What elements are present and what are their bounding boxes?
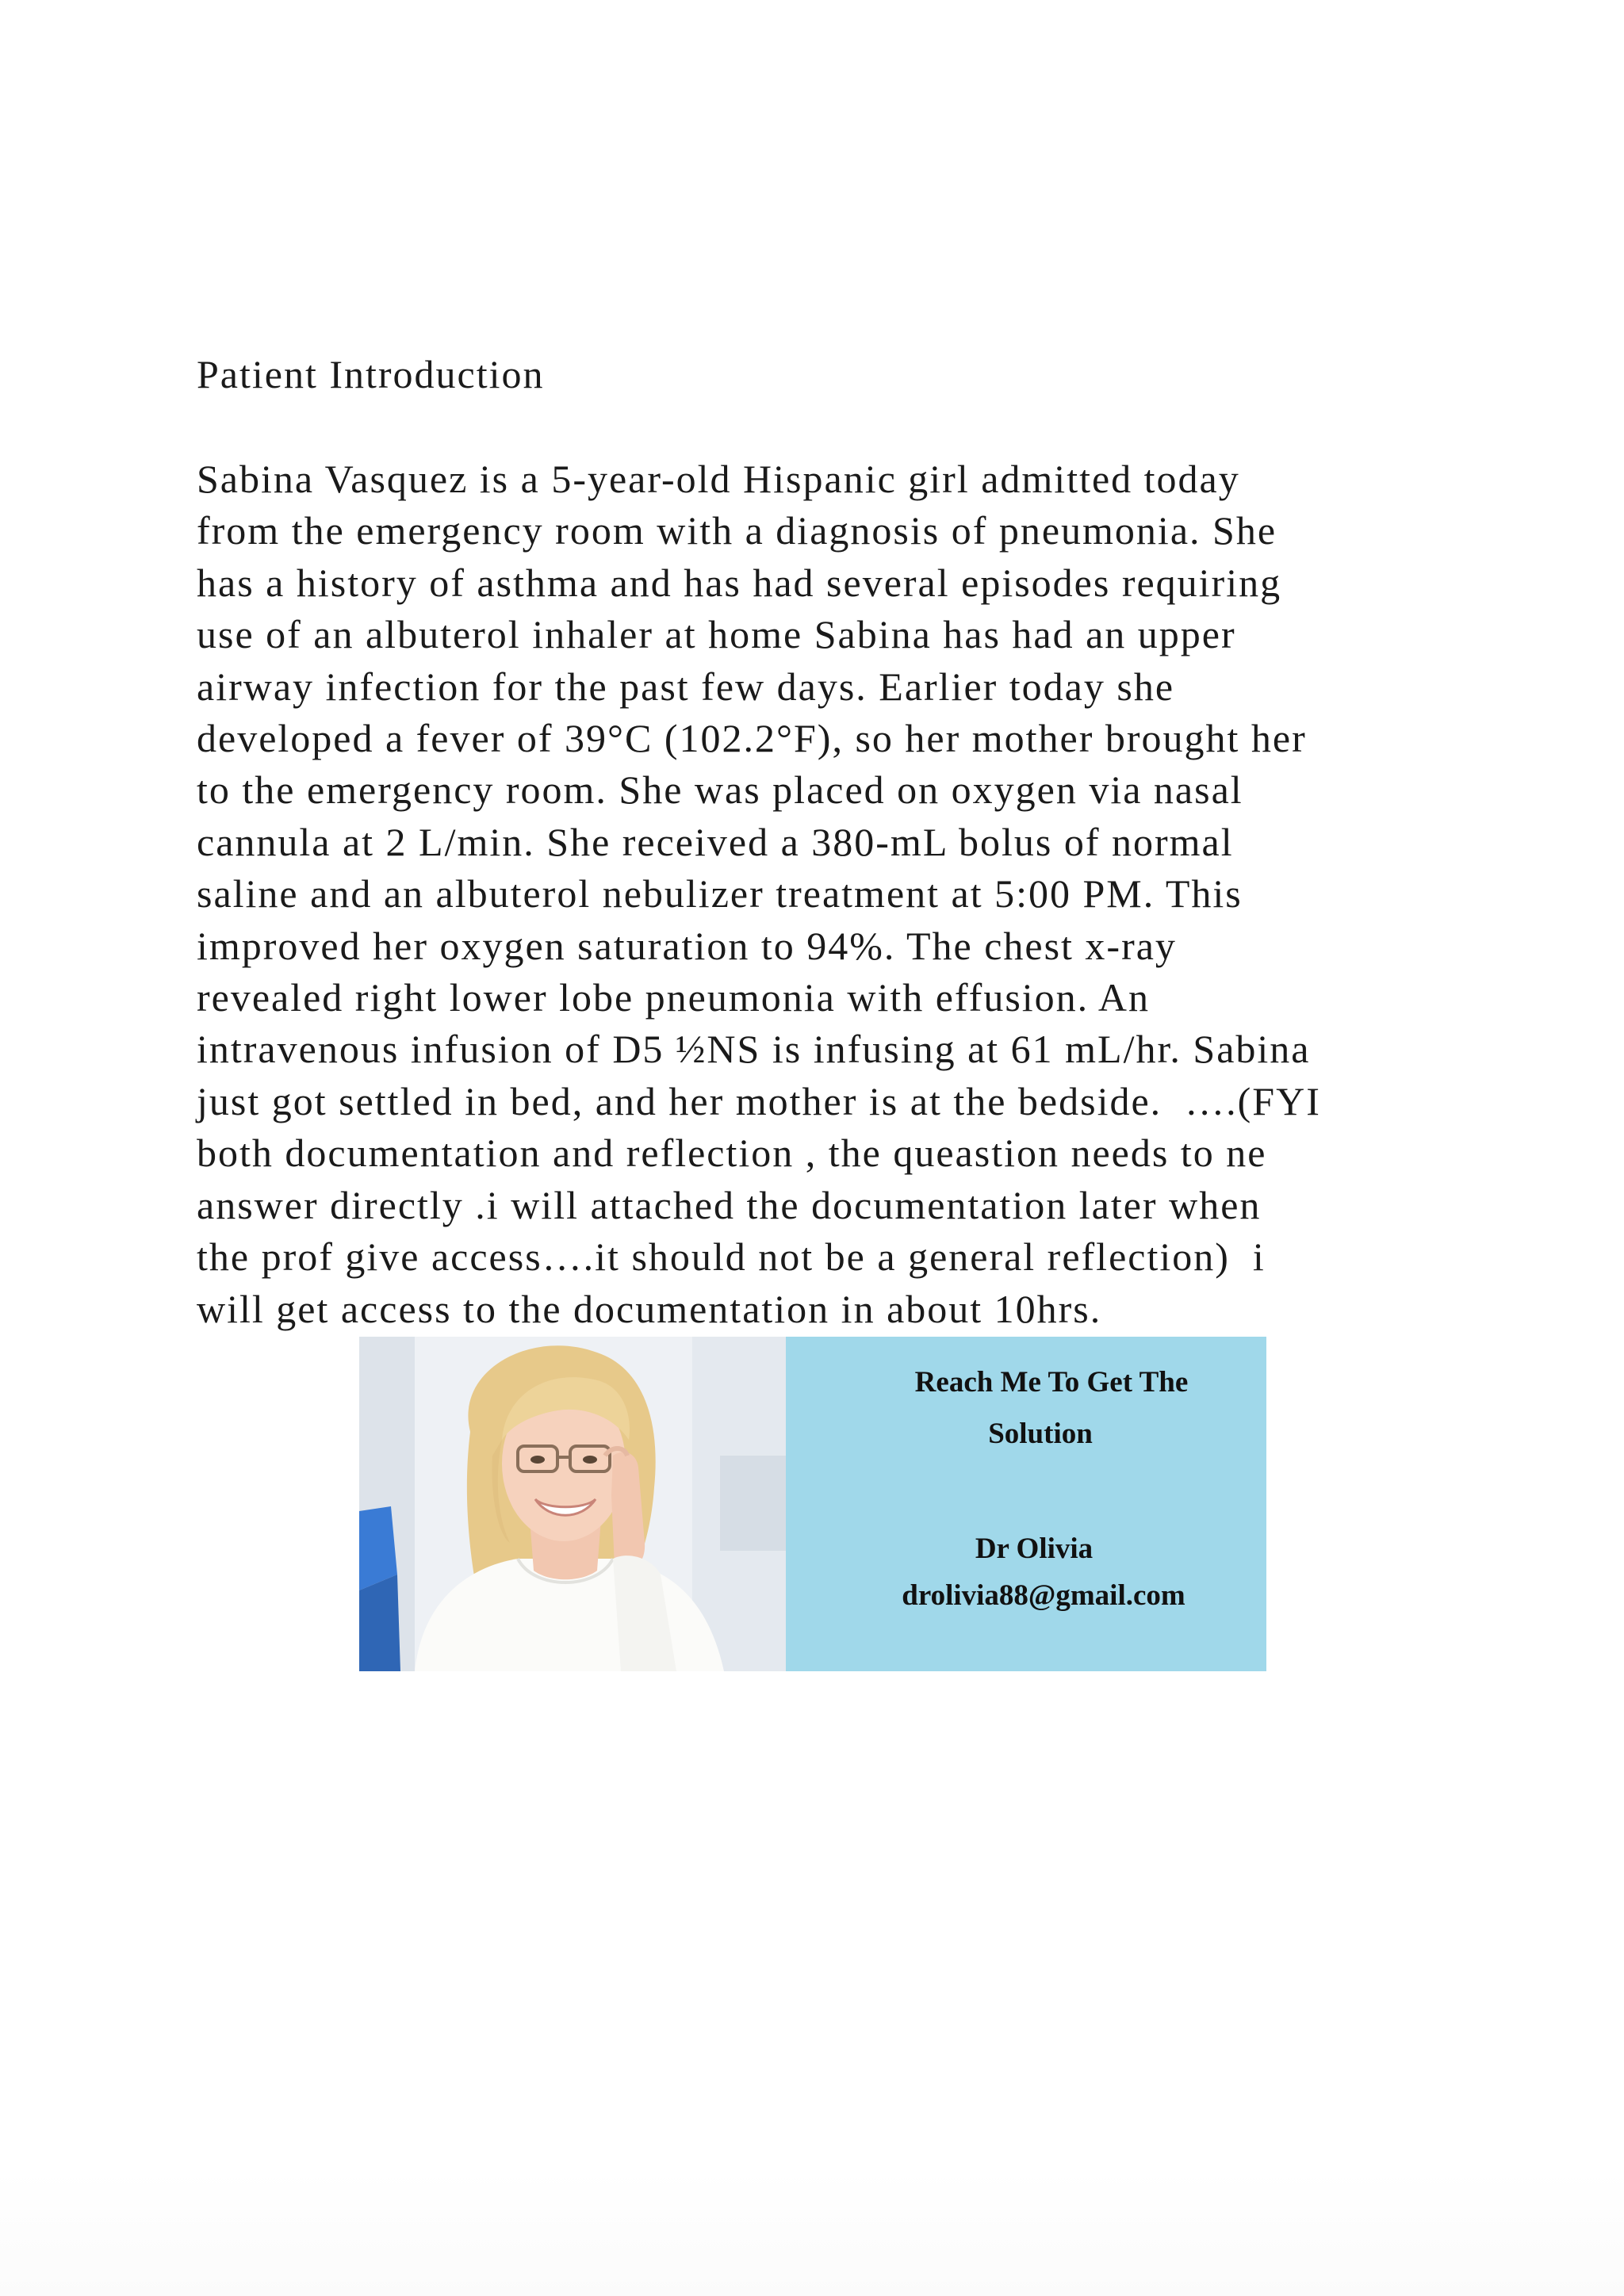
body-line: use of an albuterol inhaler at home Sabina has had an upper [197,612,1236,657]
body-line: both documentation and reflection , the queastion needs to ne [197,1131,1267,1176]
promo-title-line-2: Solution [988,1418,1093,1450]
body-line: the prof give access….it should not be a general reflection) i [197,1234,1266,1280]
body-line: to the emergency room. She was placed on oxygen via nasal [197,767,1243,813]
page-title: Patient Introduction [197,352,545,396]
promo-title-line-1: Reach Me To Get The [914,1366,1189,1399]
contact-card [786,1337,1266,1671]
promo-banner [359,1337,1266,1671]
body-line: just got settled in bed, and her mother is at the bedside. ….(FYI [197,1078,1321,1123]
body-line: intravenous infusion of D5 ½NS is infusing at 61 mL/hr. Sabina [197,1027,1311,1072]
body-line: revealed right lower lobe pneumonia with effusion. An [197,975,1151,1020]
body-paragraph [197,453,1434,1335]
body-line: saline and an albuterol nebulizer treatment at 5:00 PM. This [197,871,1243,916]
promo-contact-name: Dr Olivia [975,1533,1094,1565]
body-line: developed a fever of 39°C (102.2°F), so her mother brought her [197,716,1307,761]
page-bottom-shade [0,2169,1624,2296]
body-line: will get access to the documentation in about 10hrs. [197,1286,1102,1331]
body-line: cannula at 2 L/min. She received a 380-mL bolus of normal [197,819,1234,864]
promo-email: drolivia88@gmail.com [902,1579,1185,1612]
body-line: from the emergency room with a diagnosis of pneumonia. She [197,508,1277,553]
woman-with-glasses-illustration [359,1337,786,1671]
body-line: improved her oxygen saturation to 94%. The chest x-ray [197,923,1177,968]
body-line: answer directly .i will attached the documentation later when [197,1182,1262,1227]
body-line: airway infection for the past few days. Earlier today she [197,664,1175,709]
body-line: Sabina Vasquez is a 5-year-old Hispanic girl admitted today [197,457,1240,501]
tutor-photo [359,1337,786,1671]
body-line: has a history of asthma and has had several episodes requiring [197,560,1282,605]
